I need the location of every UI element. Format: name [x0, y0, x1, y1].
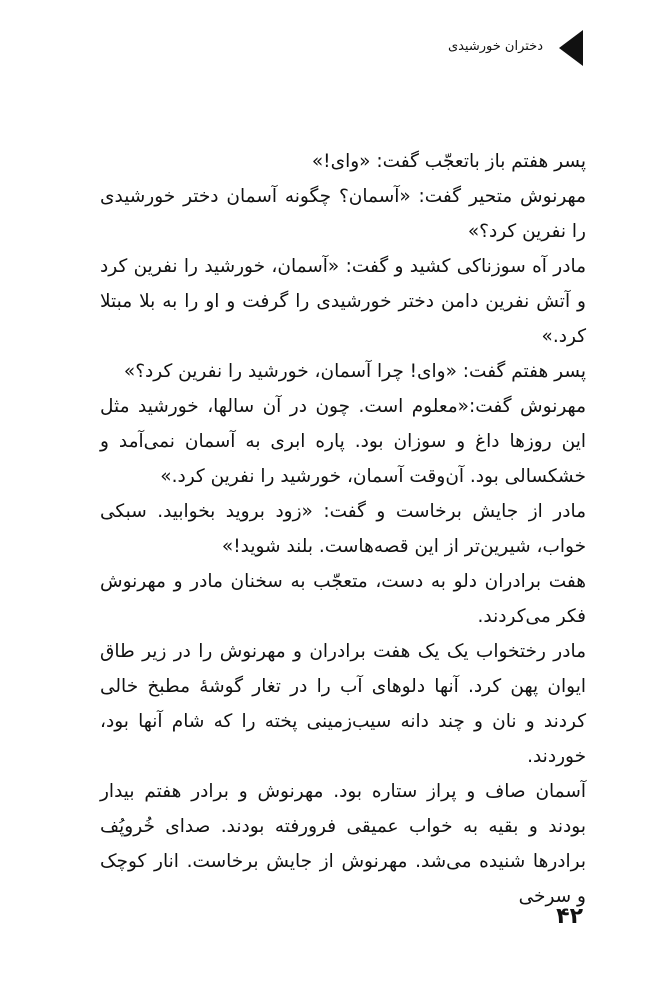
paragraph: مادر آه سوزناکی کشید و گفت: «آسمان، خورشید را نفرین کرد و آتش نفرین دامن دختر خورشیدی را گرفت و او را به بلا مبتلا کرد.» [100, 256, 586, 347]
paragraph: مادر از جایش برخاست و گفت: «زود بروید بخوابید. سبکی خواب، شیرین‌تر از این قصه‌هاست. بلند شوید!» [100, 501, 586, 557]
paragraph: آسمان صاف و پراز ستاره بود. مهرنوش و برادر هفتم بیدار بودند و بقیه به خواب عمیقی فرورفته بودند. صدای خُروپُف برادرها شنیده می‌شد. مهرنوش از جایش برخاست. انار کوچک و سرخی [100, 781, 586, 907]
running-header [0, 30, 663, 80]
paragraph: پسر هفتم باز باتعجّب گفت: «وای!» [311, 151, 586, 172]
paragraph: مهرنوش متحیر گفت: «آسمان؟ چگونه آسمان دختر خورشیدی را نفرین کرد؟» [100, 186, 586, 242]
paragraph: هفت برادران دلو به دست، متعجّب به سخنان مادر و مهرنوش فکر می‌کردند. [100, 571, 586, 627]
paragraph: مهرنوش گفت:«معلوم است. چون در آن سالها، خورشید مثل این روزها داغ و سوزان بود. پاره ابری به آسمان نمی‌آمد و خشکسالی بود. آن‌وقت آسمان، خورشید را نفرین کرد.» [100, 396, 586, 487]
paragraph: پسر هفتم گفت: «وای! چرا آسمان، خورشید را نفرین کرد؟» [123, 361, 586, 382]
paragraph: مادر رختخواب یک یک هفت برادران و مهرنوش را در زیر طاق ایوان پهن کرد. آنها دلوهای آب را در تغار گوشهٔ مطبخ خالی کردند و نان و چند دانه سیب‌زمینی پخته را که شام آنها بود، خوردند. [100, 641, 586, 767]
body-text [100, 144, 586, 914]
running-title: دختران خورشیدی [447, 39, 543, 54]
page-marker-triangle-icon [559, 30, 583, 66]
page-number: ۴۲ [556, 904, 583, 929]
